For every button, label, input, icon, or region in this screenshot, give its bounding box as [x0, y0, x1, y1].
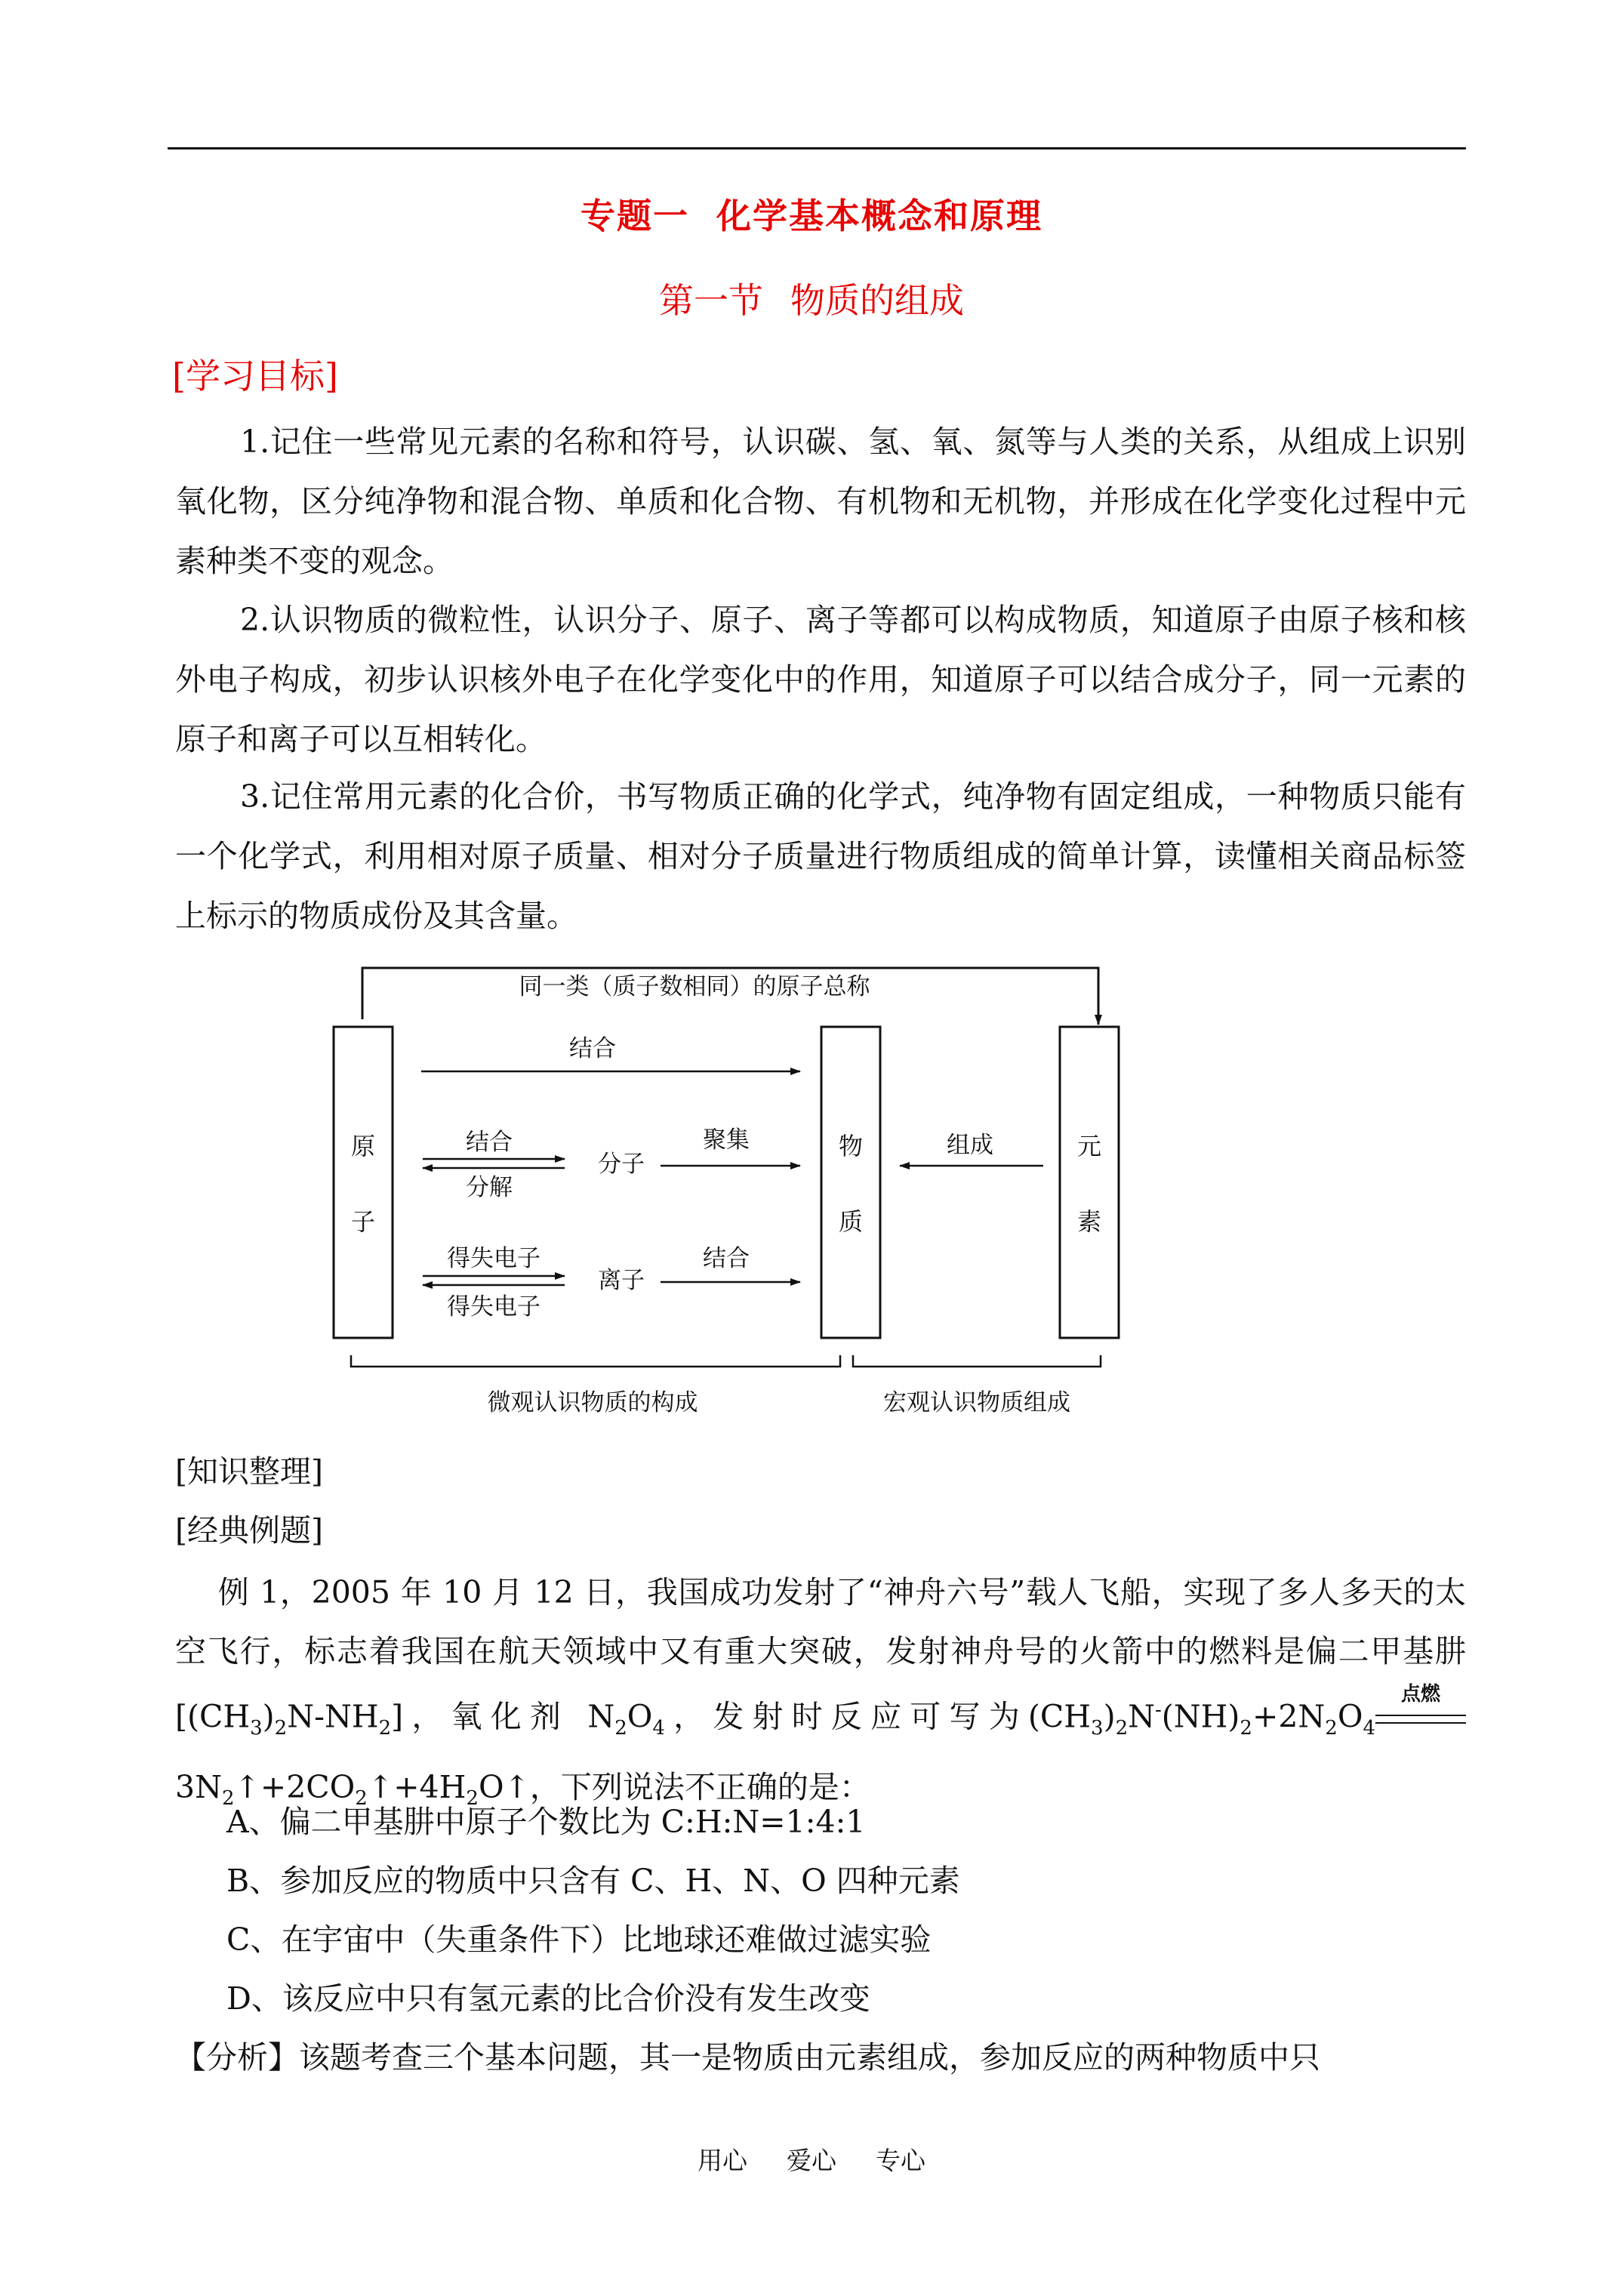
substance-label-1: 物 — [838, 1132, 864, 1160]
section-title — [0, 273, 1623, 323]
examples-heading: [经典例题] — [175, 1512, 323, 1549]
combine-ion-label: 结合 — [703, 1245, 750, 1272]
macro-brace — [853, 1355, 1101, 1367]
atom-box — [334, 1027, 393, 1338]
footer-text-2: 爱心 — [787, 2146, 836, 2175]
option-a: A、偏二甲基肼中原子个数比为 C:H:N=1:4:1 — [226, 1804, 866, 1840]
compose-label: 组成 — [947, 1132, 993, 1159]
option-b: B、参加反应的物质中只含有 C、H、N、O 四种元素 — [226, 1863, 960, 1899]
header-rule — [168, 147, 1466, 149]
atom-label-1: 原 — [350, 1132, 376, 1160]
element-label-2: 素 — [1076, 1207, 1102, 1236]
footer-text-1: 用心 — [698, 2146, 747, 2175]
micro-label: 微观认识物质的构成 — [487, 1389, 698, 1416]
element-box — [1060, 1027, 1119, 1338]
example-1-tail: ，下列说法不正确的是： — [529, 1768, 870, 1805]
example-1: 例 1，2005 年 10 月 12 日，我国成功发射了“神舟六号”载人飞船，实现了多人多天的太空飞行，标志着我国在航天领域中又有重大突破，发射神舟号的火箭中的燃料是偏二甲基肼$[(CH_3)_2N-NH_2]$，氧化剂 $N_2O_4$，发射时反应可写为$(CH_3)_2N^-(NH)_2+2N_2O_4$ 点燃 $3N_2↑+2CO_2↑+4H_2O↑$，下列说法不正确的是： — [175, 1574, 1466, 1811]
goal-3: 3.记住常用元素的化合价，书写物质正确的化学式，纯净物有固定组成，一种物质只能有一个化学式，利用相对原子质量、相对分子质量进行物质组成的简单计算，读懂相关商品标签上标示的物质成份及其含量。 — [175, 778, 1466, 934]
ion-label: 离子 — [598, 1267, 645, 1294]
chapter-name: 化学基本概念和原理 — [716, 196, 1042, 236]
gain-lose-label-1: 得失电子 — [447, 1245, 540, 1272]
gather-label: 聚集 — [703, 1126, 750, 1154]
composition-diagram — [325, 955, 1163, 1431]
substance-label-2: 质 — [838, 1207, 864, 1236]
combine-top-label: 结合 — [569, 1035, 616, 1062]
molecule-label: 分子 — [598, 1151, 645, 1178]
footer — [0, 2141, 1623, 2177]
footer-text-3: 专心 — [876, 2146, 925, 2175]
atom-label-2: 子 — [350, 1207, 376, 1236]
section-number: 第一节 — [659, 280, 763, 321]
goal-1: 1.记住一些常见元素的名称和符号，认识碳、氢、氧、氮等与人类的关系，从组成上识别氧化物，区分纯净物和混合物、单质和化合物、有机物和无机物，并形成在化学变化过程中元素种类不变的观念。 — [175, 424, 1466, 579]
goal-2: 2.认识物质的微粒性，认识分子、原子、离子等都可以构成物质，知道原子由原子核和核外电子构成，初步认识核外电子在化学变化中的作用，知道原子可以结合成分子，同一元素的原子和离子可以互相转化。 — [175, 602, 1466, 757]
element-label-1: 元 — [1076, 1132, 1102, 1160]
micro-brace — [351, 1355, 840, 1367]
knowledge-heading: [知识整理] — [175, 1453, 323, 1490]
macro-label: 宏观认识物质组成 — [883, 1389, 1070, 1416]
option-d: D、该反应中只有氢元素的比合价没有发生改变 — [226, 1980, 870, 2017]
decompose-label: 分解 — [466, 1174, 513, 1201]
section-name: 物质的组成 — [790, 280, 964, 321]
combine-mol-label: 结合 — [466, 1129, 513, 1156]
reaction-condition: 点燃 — [1375, 1687, 1466, 1746]
substance-box — [821, 1027, 880, 1338]
learning-goals-heading: [学习目标] — [172, 356, 338, 396]
chapter-number: 专题一 — [581, 196, 689, 236]
analysis: 【分析】该题考查三个基本问题，其一是物质由元素组成，参加反应的两种物质中只 — [175, 2039, 1320, 2076]
chapter-title — [0, 189, 1623, 239]
top-label: 同一类（质子数相同）的原子总称 — [519, 973, 870, 1000]
option-c: C、在宇宙中（失重条件下）比地球还难做过滤实验 — [226, 1922, 932, 1958]
example-1-lead: 例 1，2005 年 10 月 12 日，我国成功发射了“神舟六号”载人飞船，实现了多人多天的太空飞行，标志着我国在航天领域中又有重大突破，发射神舟号的火箭中的燃料是偏二甲基肼 — [175, 1574, 1466, 1669]
gain-lose-label-2: 得失电子 — [447, 1293, 540, 1321]
